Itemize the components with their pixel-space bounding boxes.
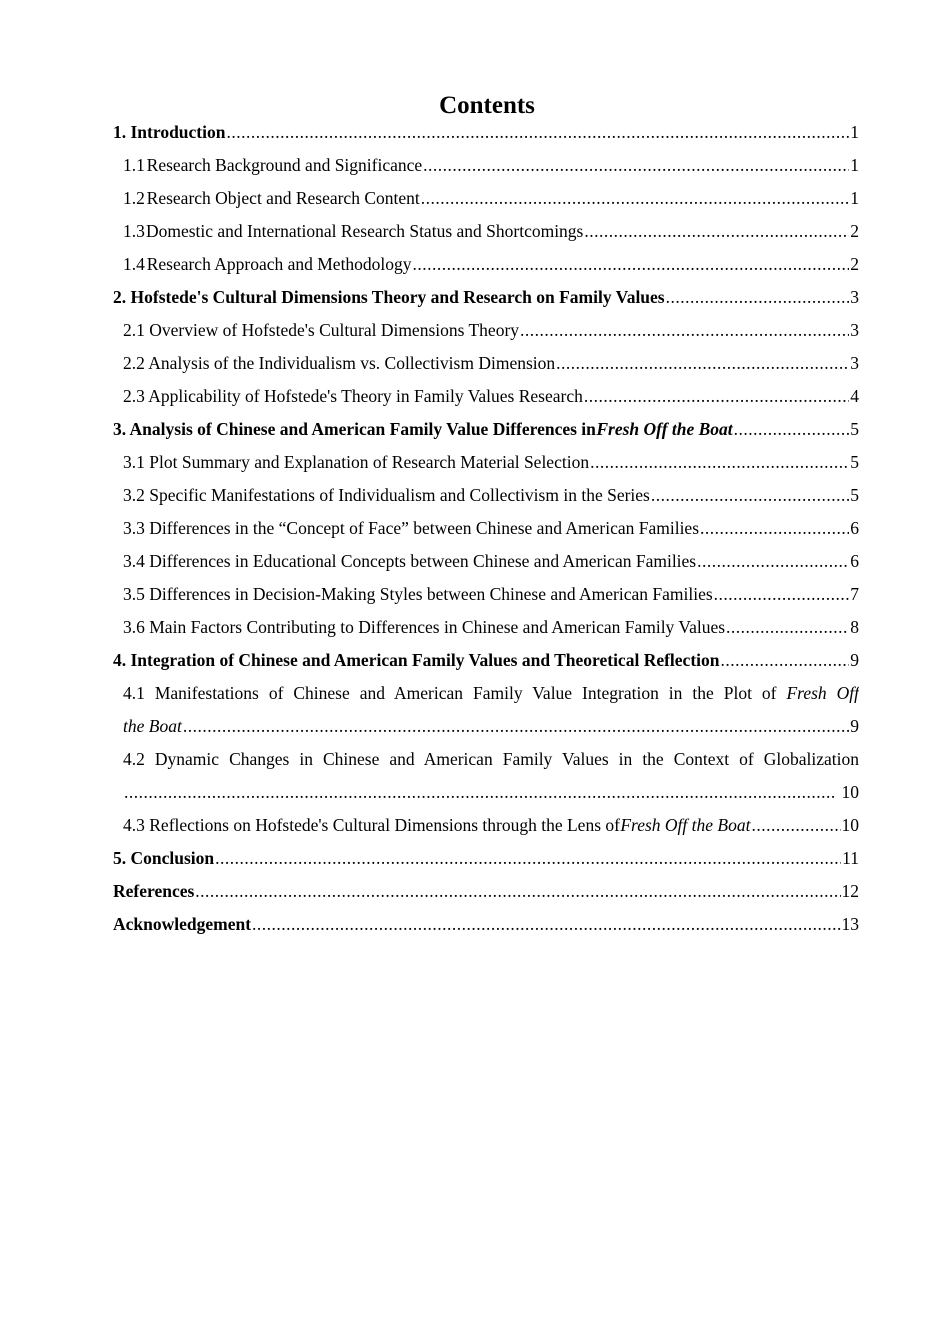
toc-entry-acknowledgement[interactable] [113, 908, 859, 941]
toc-entry-1-2[interactable] [113, 182, 859, 215]
toc-entry-label: 3. Analysis of Chinese and American Family Value Differences in [113, 419, 596, 439]
dot-leader [590, 446, 849, 479]
dot-leader [714, 578, 850, 611]
toc-entry-label: 4.3 Reflections on Hofstede's Cultural Dimensions through the Lens of [123, 815, 620, 835]
toc-entry-label: 2.1 Overview of Hofstede's Cultural Dimensions Theory [123, 320, 520, 340]
page-number: 6 [850, 518, 859, 538]
table-of-contents [113, 116, 859, 941]
toc-entry-label: References [113, 881, 195, 901]
toc-entry-label: 3.6 Main Factors Contributing to Differences in Chinese and American Family Values [123, 617, 726, 637]
page-number: 12 [841, 881, 859, 901]
page-number: 6 [850, 551, 859, 571]
toc-entry-italic-title: Fresh Off the Boat [620, 815, 751, 835]
toc-entry-4-2[interactable] [113, 743, 859, 809]
dot-leader [413, 248, 850, 281]
toc-entry-label: 4.1 Manifestations of Chinese and American Family Value Integration in the Plot of [123, 683, 777, 703]
toc-entry-label: 3.2 Specific Manifestations of Individualism and Collectivism in the Series [123, 485, 650, 505]
toc-entry-label: 3.1 Plot Summary and Explanation of Research Material Selection [123, 452, 590, 472]
toc-entry-4-1[interactable] [113, 677, 859, 743]
page-number: 13 [841, 914, 859, 934]
page-number: 10 [841, 815, 859, 835]
toc-entry-label: 3.3 Differences in the “Concept of Face” between Chinese and American Families [123, 518, 700, 538]
toc-entry-label: 1. Introduction [113, 122, 226, 142]
toc-entry-conclusion[interactable] [113, 842, 859, 875]
page-number: 4 [850, 386, 859, 406]
toc-entry-label: 3.4 Differences in Educational Concepts between Chinese and American Families [123, 551, 697, 571]
toc-entry-label: 5. Conclusion [113, 848, 215, 868]
dot-leader [124, 776, 836, 809]
toc-entry-line-1 [113, 743, 859, 776]
dot-leader [666, 281, 850, 314]
page-number: 10 [841, 782, 859, 802]
dot-leader [195, 875, 840, 908]
toc-entry-number: 1.4 [123, 254, 145, 274]
dot-leader [584, 380, 849, 413]
page-number: 1 [850, 122, 859, 142]
dot-leader [751, 809, 840, 842]
toc-entry-label: Research Background and Significance [146, 155, 423, 175]
dot-leader [556, 347, 849, 380]
page-number: 1 [850, 155, 859, 175]
toc-entry-3-2[interactable] [113, 479, 859, 512]
page-number: 8 [850, 617, 859, 637]
toc-entry-number: 1.2 [123, 188, 145, 208]
dot-leader [226, 116, 849, 149]
dot-leader [721, 644, 850, 677]
page-number: 3 [850, 353, 859, 373]
toc-entry-label: 4.2 Dynamic Changes in Chinese and American Family Values in the Context of Globalization [123, 749, 859, 769]
dot-leader [584, 215, 849, 248]
toc-entry-chapter-4[interactable] [113, 644, 859, 677]
toc-entry-3-5[interactable] [113, 578, 859, 611]
page-number: 2 [850, 221, 859, 241]
page-number: 3 [850, 320, 859, 340]
page-number: 1 [850, 188, 859, 208]
page-number: 2 [850, 254, 859, 274]
page-number: 3 [850, 287, 859, 307]
toc-entry-number: 1.3 [123, 221, 145, 241]
toc-entry-label: Acknowledgement [113, 914, 252, 934]
dot-leader [183, 710, 849, 743]
toc-entry-2-1[interactable] [113, 314, 859, 347]
page-number: 5 [850, 452, 859, 472]
toc-entry-3-6[interactable] [113, 611, 859, 644]
toc-entry-label: 2.2 Analysis of the Individualism vs. Collectivism Dimension [123, 353, 556, 373]
toc-entry-label: 3.5 Differences in Decision-Making Styles between Chinese and American Families [123, 584, 713, 604]
toc-entry-2-2[interactable] [113, 347, 859, 380]
toc-entry-label: Research Object and Research Content [146, 188, 420, 208]
page-number: 9 [850, 650, 859, 670]
toc-entry-3-1[interactable] [113, 446, 859, 479]
toc-entry-2-3[interactable] [113, 380, 859, 413]
page-number: 11 [842, 848, 859, 868]
dot-leader [252, 908, 840, 941]
dot-leader [734, 413, 850, 446]
toc-entry-label: 2.3 Applicability of Hofstede's Theory in Family Values Research [123, 386, 583, 406]
toc-entry-3-4[interactable] [113, 545, 859, 578]
dot-leader [520, 314, 849, 347]
toc-entry-3-3[interactable] [113, 512, 859, 545]
dot-leader [421, 182, 850, 215]
contents-title: Contents [439, 92, 535, 119]
page-number: 5 [850, 419, 859, 439]
page-number: 9 [850, 716, 859, 736]
page-number: 5 [850, 485, 859, 505]
toc-entry-italic-title: Fresh Off [786, 683, 859, 703]
toc-entry-1-3[interactable] [113, 215, 859, 248]
dot-leader [651, 479, 849, 512]
toc-entry-references[interactable] [113, 875, 859, 908]
toc-entry-1-1[interactable] [113, 149, 859, 182]
toc-entry-label: Domestic and International Research Status and Shortcomings [145, 221, 584, 241]
toc-entry-label: 2. Hofstede's Cultural Dimensions Theory and Research on Family Values [113, 287, 665, 307]
toc-entry-italic-title-cont: the Boat [123, 716, 182, 736]
toc-entry-chapter-3[interactable] [113, 413, 859, 446]
toc-entry-4-3[interactable] [113, 809, 859, 842]
dot-leader [726, 611, 849, 644]
toc-entry-chapter-2[interactable] [113, 281, 859, 314]
page-number: 7 [850, 584, 859, 604]
toc-entry-italic-title: Fresh Off the Boat [596, 419, 733, 439]
dot-leader [423, 149, 849, 182]
dot-leader [215, 842, 841, 875]
toc-entry-line-1 [113, 677, 859, 710]
toc-entry-number: 1.1 [123, 155, 145, 175]
dot-leader [700, 512, 849, 545]
toc-entry-label: 4. Integration of Chinese and American Family Values and Theoretical Reflection [113, 650, 720, 670]
toc-entry-label: Research Approach and Methodology [146, 254, 412, 274]
toc-entry-introduction[interactable] [113, 116, 859, 149]
toc-entry-1-4[interactable] [113, 248, 859, 281]
dot-leader [697, 545, 849, 578]
